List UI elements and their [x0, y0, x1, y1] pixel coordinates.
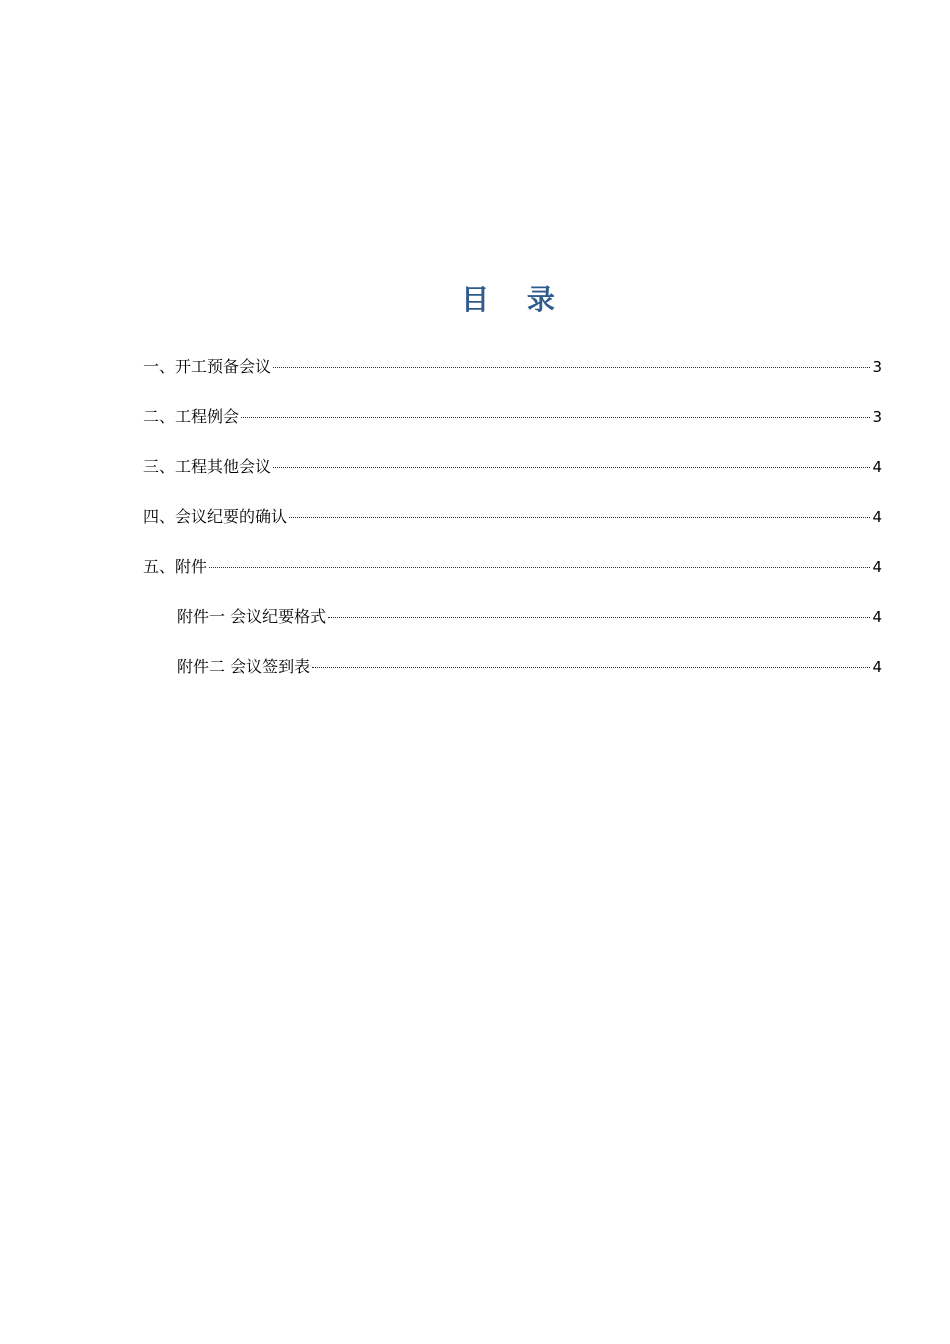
- toc-entry-page: 4: [872, 558, 882, 576]
- toc-entry-page: 4: [872, 508, 882, 526]
- toc-dot-leader: [241, 417, 870, 418]
- toc-entry-label: 一、开工预备会议: [143, 357, 272, 376]
- toc-dot-leader: [328, 617, 870, 618]
- toc-entry-page: 4: [872, 658, 882, 676]
- toc-entry-fujian-1[interactable]: [143, 603, 882, 653]
- toc-dot-leader: [209, 567, 870, 568]
- toc-entry-page: 4: [872, 458, 882, 476]
- toc-entry-label: 附件一 会议纪要格式: [177, 607, 327, 626]
- toc-dot-leader: [312, 667, 870, 668]
- toc-entry-label: 三、工程其他会议: [143, 457, 272, 476]
- toc-entry-label: 四、会议纪要的确认: [143, 507, 288, 526]
- toc-entry-page: 4: [872, 608, 882, 626]
- toc-title: 目 录: [461, 283, 569, 316]
- toc-entry-fujian[interactable]: [143, 553, 882, 603]
- toc-entry-fujian-2[interactable]: [143, 653, 882, 703]
- toc-dot-leader: [273, 467, 870, 468]
- toc-entry-gongcheng-qita[interactable]: [143, 453, 882, 503]
- toc-entry-label: 二、工程例会: [143, 407, 240, 426]
- toc-entry-jiyao-queren[interactable]: [143, 503, 882, 553]
- table-of-contents: [143, 353, 882, 703]
- toc-entry-gongcheng-lihui[interactable]: [143, 403, 882, 453]
- toc-entry-page: 3: [872, 358, 882, 376]
- toc-entry-label: 五、附件: [143, 557, 208, 576]
- toc-dot-leader: [273, 367, 870, 368]
- toc-dot-leader: [289, 517, 870, 518]
- toc-entry-label: 附件二 会议签到表: [177, 657, 311, 676]
- toc-entry-kaigong-yubei[interactable]: [143, 353, 882, 403]
- toc-entry-page: 3: [872, 408, 882, 426]
